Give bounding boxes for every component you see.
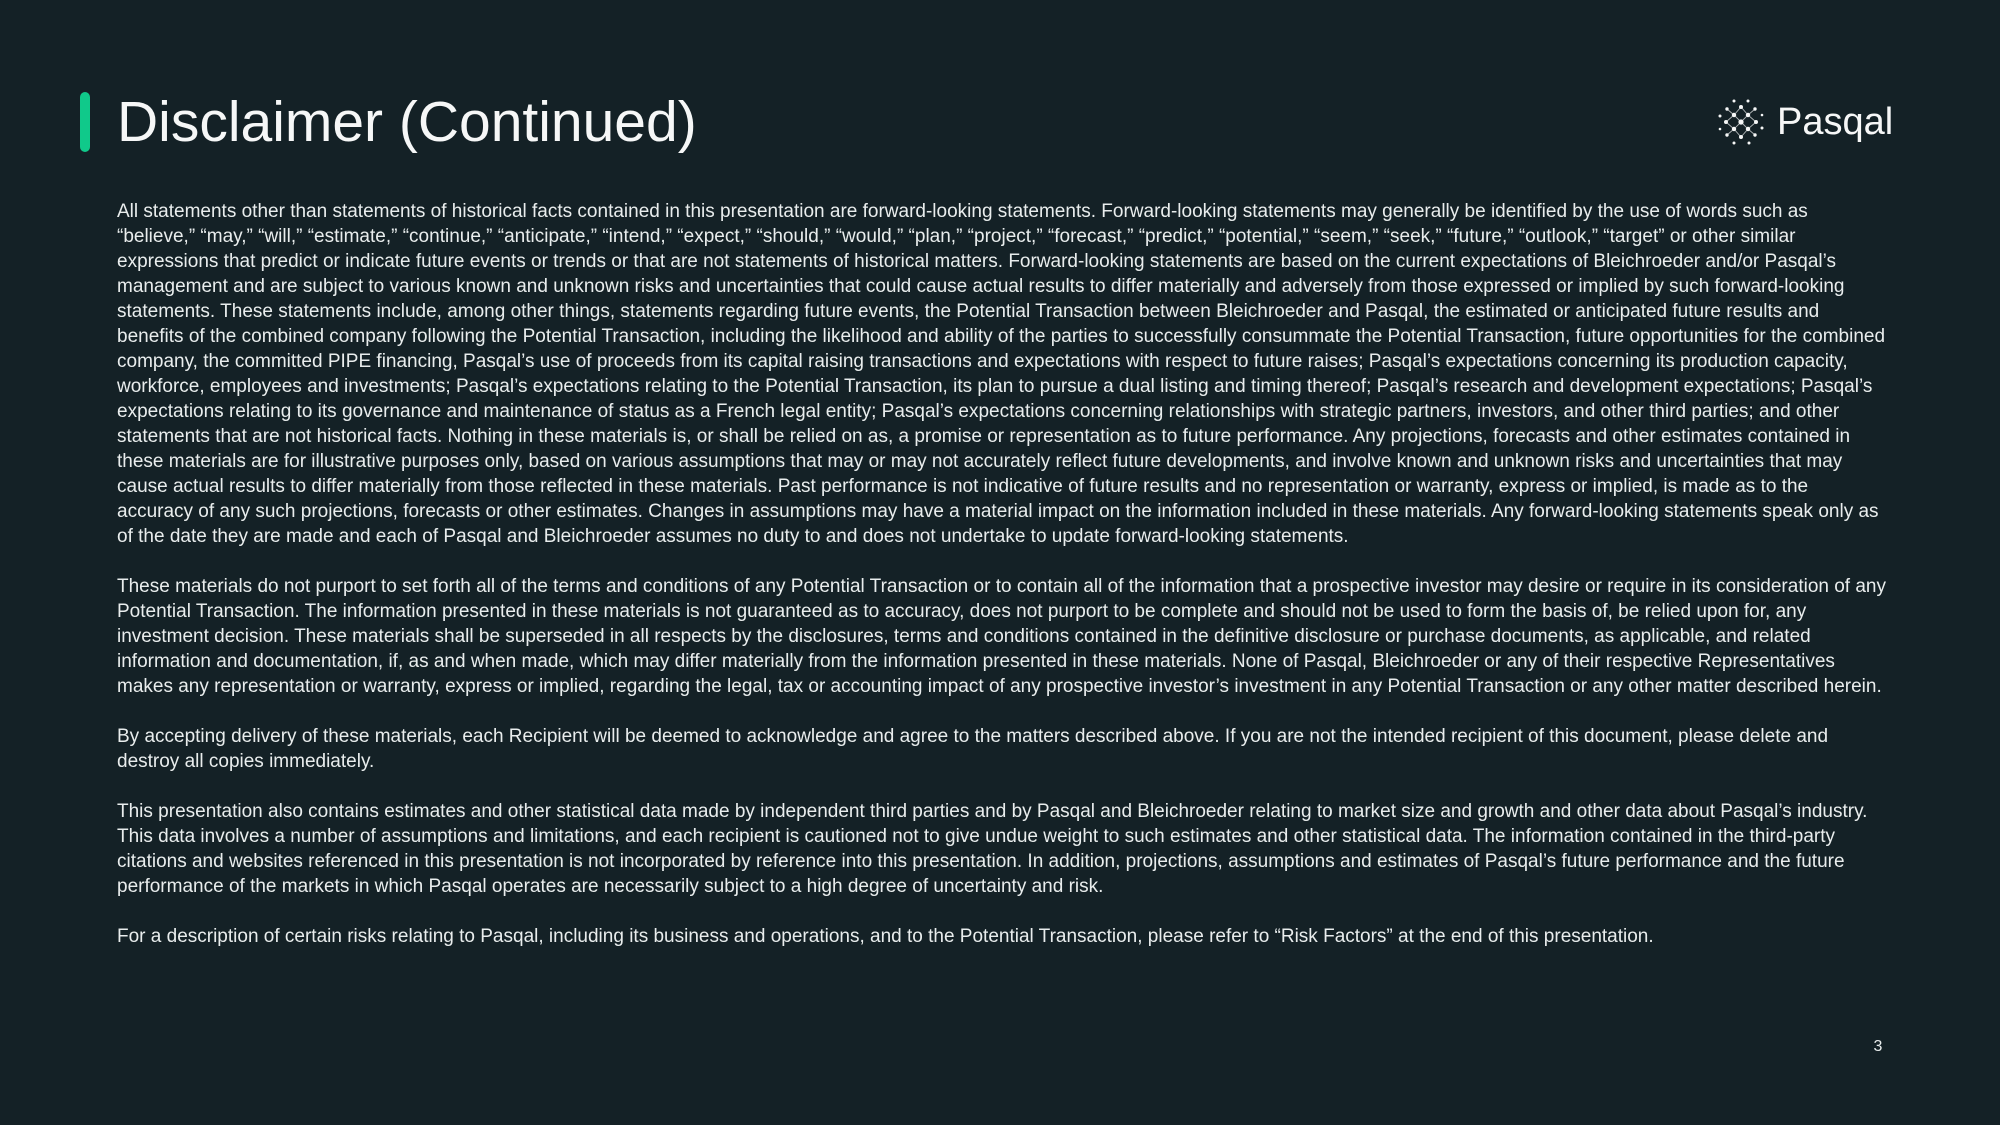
disclaimer-paragraph-acceptance: By accepting delivery of these materials, each Recipient will be deemed to acknowledge and agree to the matters described above. If you are not the intended recipient of this document, please delete and destroy all copies immediately.	[117, 726, 1829, 772]
pasqal-logo	[1715, 96, 1893, 148]
title-accent-bar	[80, 92, 90, 152]
disclaimer-paragraph-statistical-data: This presentation also contains estimates and other statistical data made by independent third parties and by Pasqal and Bleichroeder relating to market size and growth and other data about Pasqal’s industry. This data involves a number of assumptions and limitations, and each recipient is cautioned not to give undue weight to such estimates and other statistical data. The information contained in the third-party citations and websites referenced in this presentation is not incorporated by reference into this presentation. In addition, projections, assumptions and estimates of Pasqal’s future performance and the future performance of the markets in which Pasqal operates are necessarily subject to a high degree of uncertainty and risk.	[117, 801, 1868, 897]
disclaimer-paragraph-risk-factors: For a description of certain risks relating to Pasqal, including its business and operations, and to the Potential Transaction, please refer to “Risk Factors” at the end of this presentation.	[117, 926, 1654, 947]
pasqal-dots-icon	[1715, 96, 1767, 148]
logo-wordmark: Pasqal	[1777, 100, 1894, 143]
disclaimer-body	[117, 199, 1887, 949]
page-title: Disclaimer (Continued)	[117, 90, 697, 154]
disclaimer-paragraph-forward-looking: All statements other than statements of historical facts contained in this presentation are forward-looking statements. Forward-looking statements may generally be identified by the use of words such as “believe,” “may,” “will,” “estimate,” “continue,” “anticipate,” “intend,” “expect,” “should,” “would,” “plan,” “project,” “forecast,” “predict,” “potential,” “seem,” “seek,” “future,” “outlook,” “target” or other similar expressions that predict or indicate future events or trends or that are not statements of historical matters. Forward-looking statements are based on the current expectations of Bleichroeder and/or Pasqal’s management and are subject to various known and unknown risks and uncertainties that could cause actual results to differ materially and adversely from those expressed or implied by such forward-looking statements. These statements include, among other things, statements regarding future events, the Potential Transaction between Bleichroeder and Pasqal, the estimated or anticipated future results and benefits of the combined company following the Potential Transaction, including the likelihood and ability of the parties to successfully consummate the Potential Transaction, future opportunities for the combined company, the committed PIPE financing, Pasqal’s use of proceeds from its capital raising transactions and expectations with respect to future raises; Pasqal’s expectations concerning its production capacity, workforce, employees and investments; Pasqal’s expectations relating to the Potential Transaction, its plan to pursue a dual listing and timing thereof; Pasqal’s research and development expectations; Pasqal’s expectations relating to its governance and maintenance of status as a French legal entity; Pasqal’s expectations concerning relationships with strategic partners, investors, and other third parties; and other statements that are not historical facts. Nothing in these materials is, or shall be relied on as, a promise or representation as to future performance. Any projections, forecasts and other estimates contained in these materials are for illustrative purposes only, based on various assumptions that may or may not accurately reflect future developments, and involve known and unknown risks and uncertainties that may cause actual results to differ materially from those reflected in these materials. Past performance is not indicative of future results and no representation or warranty, express or implied, is made as to the accuracy of any such projections, forecasts or other estimates. Changes in assumptions may have a material impact on the information included in these materials. Any forward-looking statements speak only as of the date they are made and each of Pasqal and Bleichroeder assumes no duty to and does not undertake to update forward-looking statements.	[117, 201, 1886, 547]
disclaimer-paragraph-terms: These materials do not purport to set forth all of the terms and conditions of any Potential Transaction or to contain all of the information that a prospective investor may desire or require in its consideration of any Potential Transaction. The information presented in these materials is not guaranteed as to accuracy, does not purport to be complete and should not be used to form the basis of, be relied upon for, any investment decision. These materials shall be superseded in all respects by the disclosures, terms and conditions contained in the definitive disclosure or purchase documents, as applicable, and related information and documentation, if, as and when made, which may differ materially from the information presented in these materials. None of Pasqal, Bleichroeder or any of their respective Representatives makes any representation or warranty, express or implied, regarding the legal, tax or accounting impact of any prospective investor’s investment in any Potential Transaction or any other matter described herein.	[117, 576, 1886, 697]
page-number: 3	[1873, 1038, 1883, 1055]
